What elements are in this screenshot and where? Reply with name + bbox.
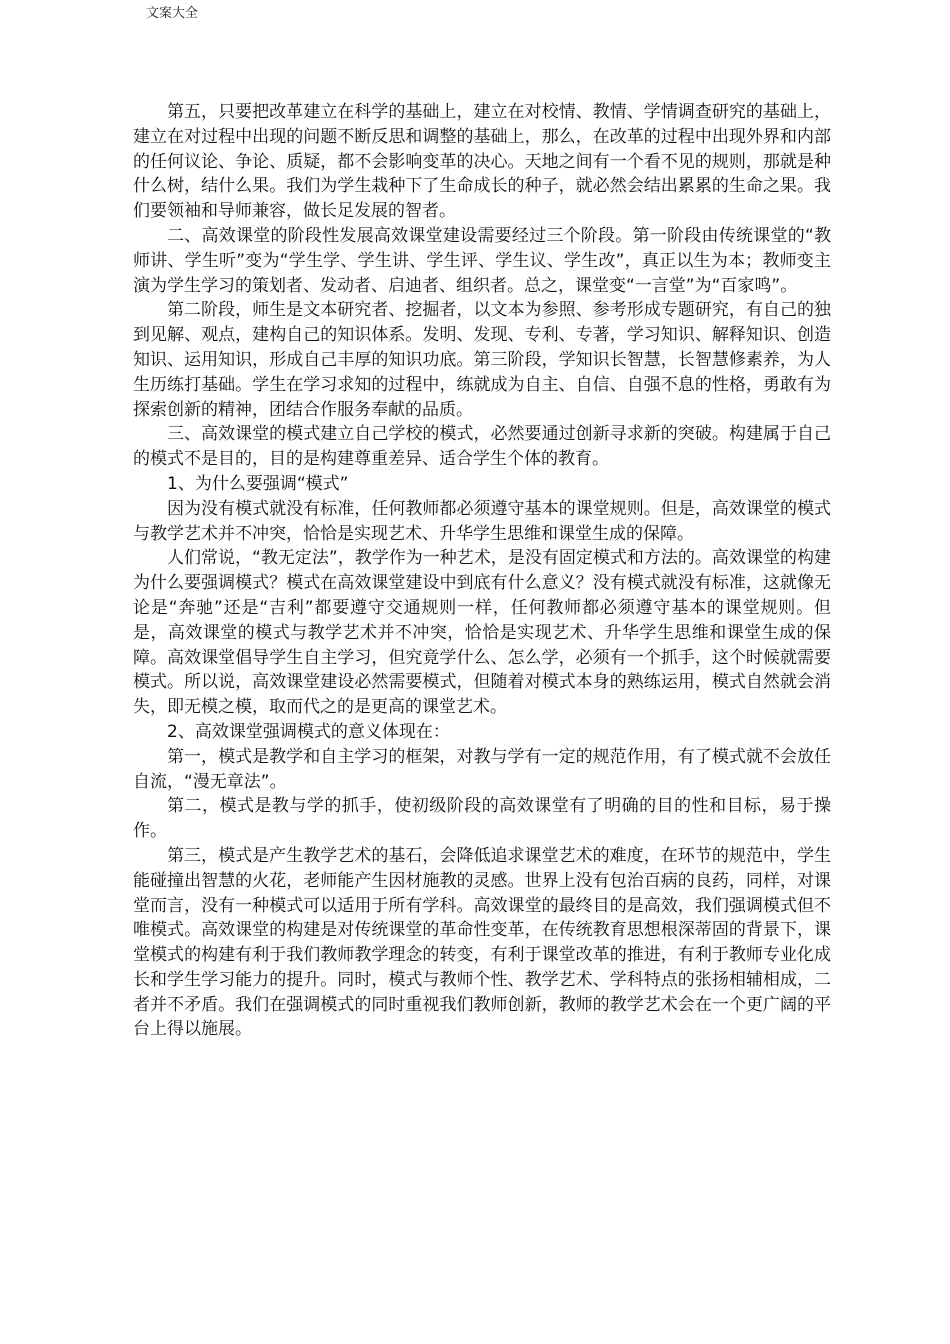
document-body xyxy=(133,100,831,1042)
paragraph-section-three: 三、高效课堂的模式建立自己学校的模式，必然要通过创新寻求新的突破。构建属于自己的模式不是目的，目的是构建尊重差异、适合学生个体的教育。 xyxy=(133,424,831,470)
paragraph-teaching-no-fixed-method: 人们常说，“教无定法”，教学作为一种艺术，是没有固定模式和方法的。高效课堂的构建为什么要强调模式？模式在高效课堂建设中到底有什么意义？没有模式就没有标准，这就像无论是“奔驰”还是“吉利”都要遵守交通规则一样，任何教师都必须遵守基本的课堂规则。但是，高效课堂的模式与教学艺术并不冲突，恰恰是实现艺术、升华学生思维和课堂生成的保障。高效课堂倡导学生自主学习，但究竟学什么、怎么学，必须有一个抓手，这个时候就需要模式。所以说，高效课堂建设必然需要模式，但随着对模式本身的熟练运用，模式自然就会消失，即无模之模，取而代之的是更高的课堂艺术。 xyxy=(133,548,831,718)
paragraph-no-model-no-standard: 因为没有模式就没有标准，任何教师都必须遵守基本的课堂规则。但是，高效课堂的模式与教学艺术并不冲突，恰恰是实现艺术、升华学生思维和课堂生成的保障。 xyxy=(133,498,831,544)
subheading-why-model: 1、为什么要强调“模式” xyxy=(167,473,349,494)
paragraph-stage-two: 第二阶段，师生是文本研究者、挖掘者，以文本为参照、参考形成专题研究，有自己的独到见解、观点，建构自己的知识体系。发明、发现、专利、专著，学习知识、解释知识、创造知识、运用知识，形成自己丰厚的知识功底。第三阶段，学知识长智慧，长智慧修素养，为人生历练打基础。学生在学习求知的过程中，练就成为自主、自信、自强不息的性格，勇敢有为探索创新的精神，团结合作服务奉献的品质。 xyxy=(133,300,831,420)
paragraph-fifth-point: 第五，只要把改革建立在科学的基础上，建立在对校情、教情、学情调查研究的基础上，建立在对过程中出现的问题不断反思和调整的基础上，那么，在改革的过程中出现外界和内部的任何议论、争论、质疑，都不会影响变革的决心。天地之间有一个看不见的规则，那就是种什么树，结什么果。我们为学生栽种下了生命成长的种子，就必然会结出累累的生命之果。我们要领袖和导师兼容，做长足发展的智者。 xyxy=(133,102,831,222)
paragraph-first-framework: 第一，模式是教学和自主学习的框架，对教与学有一定的规范作用，有了模式就不会放任自流，“漫无章法”。 xyxy=(133,746,831,792)
header-label: 文案大全 xyxy=(146,6,199,21)
paragraph-second-handle: 第二，模式是教与学的抓手，使初级阶段的高效课堂有了明确的目的性和目标，易于操作。 xyxy=(133,796,831,842)
subheading-model-significance: 2、高效课堂强调模式的意义体现在： xyxy=(167,721,450,742)
paragraph-section-two: 二、高效课堂的阶段性发展高效课堂建设需要经过三个阶段。第一阶段由传统课堂的“教师讲、学生听”变为“学生学、学生讲、学生评、学生议、学生改”，真正以生为本；教师变主演为学生学习的策划者、发动者、启迪者、组织者。总之，课堂变“一言堂”为“百家鸣”。 xyxy=(133,225,831,296)
paragraph-third-cornerstone: 第三，模式是产生教学艺术的基石，会降低追求课堂艺术的难度，在环节的规范中，学生能碰撞出智慧的火花，老师能产生因材施教的灵感。世界上没有包治百病的良药，同样，对课堂而言，没有一种模式可以适用于所有学科。高效课堂的最终目的是高效，我们强调模式但不唯模式。高效课堂的构建是对传统课堂的革命性变革，在传统教育思想根深蒂固的背景下，课堂模式的构建有利于我们教师教学理念的转变，有利于课堂改革的推进，有利于教师专业化成长和学生学习能力的提升。同时，模式与教师个性、教学艺术、学科特点的张扬相辅相成，二者并不矛盾。我们在强调模式的同时重视我们教师创新，教师的教学艺术会在一个更广阔的平台上得以施展。 xyxy=(133,845,831,1040)
